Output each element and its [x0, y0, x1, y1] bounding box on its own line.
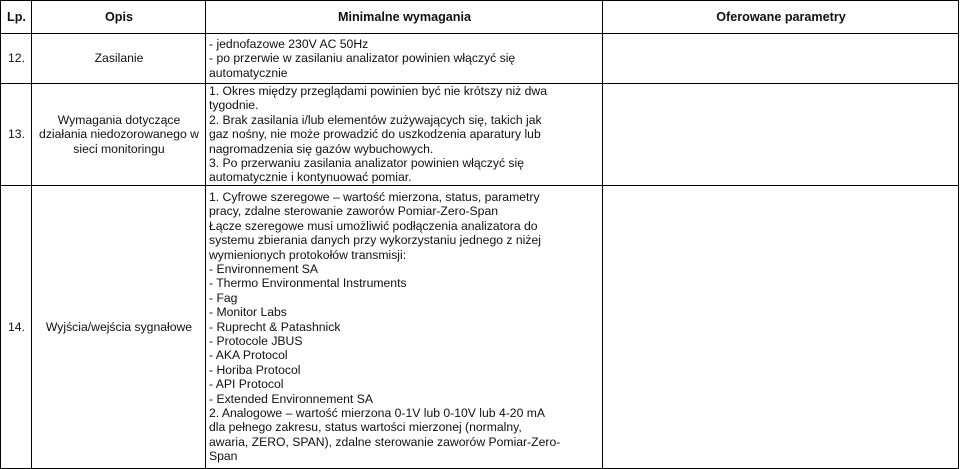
requirement-line: 1. Cyfrowe szeregowe – wartość mierzona, status, parametry — [209, 189, 540, 204]
requirement-line: - jednofazowe 230V AC 50Hz — [209, 36, 369, 51]
row-description: Wyjścia/wejścia sygnałowe — [32, 185, 206, 468]
requirement-line: - Environnement SA — [209, 262, 319, 277]
row-offered-cell[interactable] — [603, 34, 959, 84]
requirement-line: 3. Po przerwaniu zasilania analizator powinien włączyć się — [209, 156, 525, 171]
requirement-line: tygodnie. — [209, 98, 259, 113]
row-requirements — [206, 34, 603, 84]
requirement-line: - Thermo Environmental Instruments — [209, 276, 407, 291]
requirement-line: - po przerwie w zasilaniu analizator powinien włączyć się — [209, 51, 516, 66]
requirement-line: - Fag — [209, 290, 238, 305]
requirement-line: - Extended Environnement SA — [209, 391, 373, 406]
requirement-line: - Ruprecht & Patashnick — [209, 319, 341, 334]
requirement-line: - Horiba Protocol — [209, 362, 301, 377]
header-wymagania: Minimalne wymagania — [206, 1, 603, 34]
row-requirements — [206, 84, 603, 186]
requirement-line: - AKA Protocol — [209, 348, 288, 363]
row-offered-cell[interactable] — [603, 185, 959, 468]
requirement-line: awaria, ZERO, SPAN), zdalne sterowanie zaworów Pomiar-Zero- — [209, 434, 561, 449]
requirement-line: systemu zbierania danych przy wykorzystaniu jednego z niżej — [209, 233, 541, 248]
table-row — [1, 84, 959, 186]
requirement-line: - API Protocol — [209, 377, 284, 392]
header-lp: Lp. — [1, 1, 32, 34]
table-row — [1, 185, 959, 468]
requirement-line: 2. Analogowe – wartość mierzona 0-1V lub 0-10V lub 4-20 mA — [209, 406, 546, 421]
row-number: 13. — [1, 84, 32, 186]
header-oferowane: Oferowane parametry — [603, 1, 959, 34]
requirement-line: dla pełnego zakresu, status wartości mierzonej (normalny, — [209, 420, 522, 435]
row-description: Zasilanie — [32, 34, 206, 84]
requirement-line: pracy, zdalne sterowanie zaworów Pomiar-Zero-Span — [209, 204, 499, 219]
row-description: Wymagania dotyczące działania niedozorowanego w sieci monitoringu — [32, 84, 206, 186]
row-requirements — [206, 185, 603, 468]
requirement-line: gaz nośny, nie może prowadzić do uszkodzenia aparatury lub — [209, 127, 541, 142]
header-row — [1, 1, 959, 34]
requirement-line: Span — [209, 449, 238, 464]
requirement-line: automatycznie — [209, 65, 288, 80]
row-number: 14. — [1, 185, 32, 468]
requirement-line: - Monitor Labs — [209, 305, 287, 320]
requirement-line: Łącze szeregowe musi umożliwić podłączenia analizatora do — [209, 218, 538, 233]
row-number: 12. — [1, 34, 32, 84]
requirement-line: nagromadzenia się gazów wybuchowych. — [209, 141, 434, 156]
requirement-line: - Protocole JBUS — [209, 334, 303, 349]
requirement-line: automatycznie i kontynuować pomiar. — [209, 170, 412, 185]
requirement-line: 1. Okres między przeglądami powinien być nie krótszy niż dwa — [209, 84, 548, 98]
requirement-line: 2. Brak zasilania i/lub elementów zużywających się, takich jak — [209, 112, 542, 127]
table-row — [1, 34, 959, 84]
row-offered-cell[interactable] — [603, 84, 959, 186]
requirement-line: wymienionych protokołów transmisji: — [209, 247, 407, 262]
header-opis: Opis — [32, 1, 206, 34]
